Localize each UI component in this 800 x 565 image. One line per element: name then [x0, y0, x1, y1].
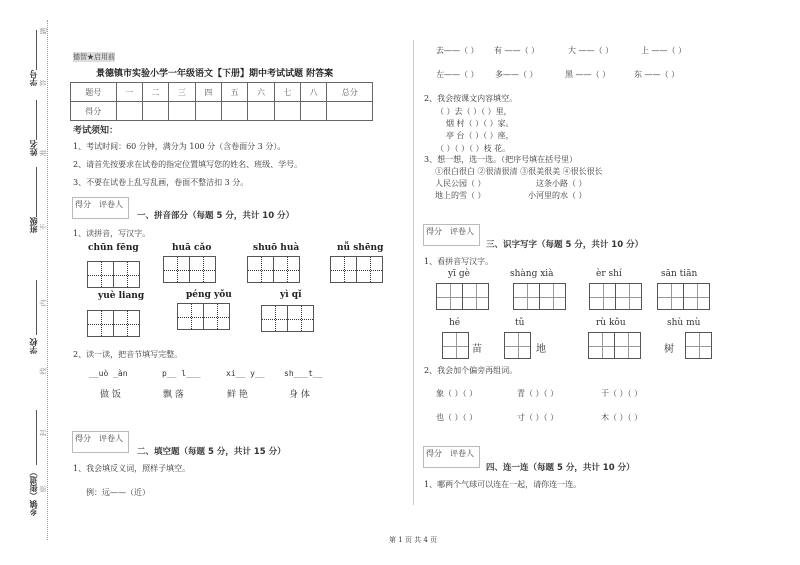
choice-item[interactable]: 小河里的水（ ） — [528, 191, 587, 200]
radical-item[interactable]: 象（ ）（ ） — [436, 389, 478, 398]
fill-line[interactable]: 烟 村（ ）（ ）家。 — [446, 119, 514, 128]
grid-cell[interactable] — [330, 256, 357, 283]
grader-label: 评卷人 — [99, 434, 123, 443]
grid-cell[interactable] — [513, 283, 540, 310]
score-cell[interactable] — [116, 102, 142, 121]
pinyin: tǔ — [515, 318, 525, 328]
grid-cell[interactable] — [539, 283, 566, 310]
writing-grid[interactable] — [589, 332, 641, 359]
table-header: 二 — [142, 83, 168, 102]
grid-cell[interactable] — [113, 310, 140, 337]
pinyin: péng yǒu — [186, 290, 232, 300]
grid-cell[interactable] — [436, 283, 463, 310]
radical-item[interactable]: 寸（ ）（ ） — [517, 413, 559, 422]
word: 身 体 — [289, 390, 310, 400]
fill-line[interactable]: （ ）去（ ）（ ）里， — [436, 107, 512, 116]
fill-line[interactable]: 亭 台（ ）（ ）座， — [446, 131, 514, 140]
given-char: 苗 — [472, 344, 482, 355]
writing-grid[interactable] — [164, 256, 216, 283]
table-header: 八 — [301, 83, 327, 102]
grader-label: 评卷人 — [99, 200, 123, 209]
writing-grid[interactable] — [514, 283, 566, 310]
writing-grid[interactable] — [686, 332, 712, 359]
writing-grid[interactable] — [88, 261, 140, 288]
grid-cell[interactable] — [614, 332, 641, 359]
name-label: 姓名 — [29, 140, 38, 156]
table-header: 一 — [116, 83, 142, 102]
page-number: 第 1 页 共 4 页 — [389, 536, 438, 544]
seal-char: 密 — [39, 485, 48, 493]
grid-cell[interactable] — [442, 332, 469, 359]
question: 2、我会按课文内容填空。 — [424, 94, 518, 103]
notice-title: 考试须知： — [73, 126, 119, 136]
grid-cell[interactable] — [356, 256, 383, 283]
section-title: 四、连一连（每题 5 分，共计 10 分） — [486, 463, 635, 473]
town-line — [36, 410, 37, 465]
pinyin: nǚ shēng — [337, 243, 384, 253]
grid-cell[interactable] — [87, 310, 114, 337]
grid-cell[interactable] — [261, 305, 288, 332]
pinyin: chūn fēng — [88, 243, 139, 253]
score-cell[interactable] — [221, 102, 247, 121]
question: 1、哪两个气球可以连在一起，请你连一连。 — [424, 480, 582, 489]
pinyin: huā cǎo — [172, 243, 212, 253]
antonym-item[interactable]: 有 ——（ ） — [494, 46, 540, 55]
score-box — [423, 446, 480, 468]
pinyin: shù mù — [667, 318, 701, 328]
column-divider — [413, 40, 414, 505]
grid-cell[interactable] — [588, 332, 615, 359]
grid-cell[interactable] — [589, 283, 616, 310]
table-header: 三 — [169, 83, 195, 102]
section-title: 三、识字写字（每题 5 分，共计 10 分） — [486, 240, 644, 250]
writing-grid[interactable] — [505, 332, 531, 359]
confidential-badge: 德智★启用前 — [73, 53, 115, 61]
radical-item[interactable]: 也（ ）（ ） — [436, 413, 478, 422]
writing-grid[interactable] — [262, 305, 314, 332]
options: ①很白很白 ②很清很清 ③很美很美 ④很长很长 — [435, 167, 603, 176]
table-row — [71, 102, 373, 121]
pinyin: yuè liang — [98, 291, 145, 301]
antonym-item[interactable]: 去——（ ） — [436, 46, 479, 55]
antonym-item[interactable]: 黑 ——（ ） — [565, 70, 611, 79]
question: 1、看拼音写汉字。 — [424, 257, 494, 266]
section-title: 二、填空题（每题 5 分，共计 15 分） — [137, 447, 286, 457]
pinyin: yī gè — [448, 269, 470, 279]
grid-cell[interactable] — [189, 256, 216, 283]
page-title: 景德镇市实验小学一年级语文【下册】期中考试试题 附答案 — [96, 69, 334, 79]
table-header: 六 — [248, 83, 274, 102]
name-line — [36, 100, 37, 140]
score-box — [72, 431, 129, 453]
score-box — [72, 197, 129, 219]
section-title: 一、拼音部分（每题 5 分，共计 10 分） — [137, 211, 295, 221]
school-line — [36, 280, 37, 335]
score-label: 得分 — [426, 449, 442, 458]
writing-grid[interactable] — [88, 310, 140, 337]
antonym-item[interactable]: 上 ——（ ） — [641, 46, 687, 55]
example: 例：远——（近） — [86, 488, 150, 497]
question: 1、读拼音，写汉字。 — [73, 229, 151, 238]
score-table — [70, 82, 373, 121]
score-label: 得分 — [75, 434, 91, 443]
notice-item: 1、考试时间：60 分钟，满分为 100 分（含卷面分 3 分）。 — [73, 142, 286, 151]
score-cell[interactable] — [327, 102, 373, 121]
grader-label: 评卷人 — [450, 449, 474, 458]
grid-cell[interactable] — [113, 261, 140, 288]
question: 2、我会加个偏旁再组词。 — [424, 366, 518, 375]
seal-char: 不 — [39, 223, 48, 231]
table-header: 七 — [274, 83, 300, 102]
school-label: 学校 — [29, 338, 38, 354]
choice-item[interactable]: 地上的雪（ ） — [435, 191, 486, 200]
grid-cell[interactable] — [287, 305, 314, 332]
choice-item[interactable]: 人民公园（ ） — [435, 179, 486, 188]
grid-cell[interactable] — [203, 303, 230, 330]
pinyin: shàng xià — [510, 269, 554, 279]
grid-cell[interactable] — [163, 256, 190, 283]
antonym-item[interactable]: 东 ——（ ） — [634, 70, 680, 79]
seal-char: 准 — [39, 149, 48, 157]
score-cell[interactable] — [195, 102, 221, 121]
word: 做 饭 — [100, 390, 121, 400]
pinyin: hé — [449, 318, 461, 328]
seal-char: 封 — [39, 429, 48, 437]
pinyin: rù kǒu — [596, 318, 626, 328]
antonym-item[interactable]: 左——（ ） — [436, 70, 479, 79]
class-line — [36, 167, 37, 217]
seal-char: 线 — [39, 367, 48, 375]
score-label: 得分 — [426, 227, 442, 236]
town-label: 乡镇（街道） — [29, 468, 38, 516]
pinyin-blank[interactable]: p__ l___ — [162, 369, 201, 378]
table-header: 总分 — [327, 83, 373, 102]
grid-cell[interactable] — [87, 261, 114, 288]
student-id-line — [36, 30, 37, 70]
writing-grid[interactable] — [178, 303, 230, 330]
writing-grid[interactable] — [331, 256, 383, 283]
grid-cell[interactable] — [177, 303, 204, 330]
table-row — [71, 83, 373, 102]
grid-cell[interactable] — [615, 283, 642, 310]
writing-grid[interactable] — [248, 256, 300, 283]
seal-char: 内 — [39, 299, 48, 307]
word: 鲜 艳 — [227, 390, 248, 400]
writing-grid[interactable] — [437, 283, 489, 310]
question: 2、读一读，把音节填写完整。 — [73, 350, 183, 359]
choice-item[interactable]: 这条小路（ ） — [536, 179, 587, 188]
grader-label: 评卷人 — [450, 227, 474, 236]
fill-line[interactable]: （ ）（ ）（ ）枝 花。 — [436, 144, 511, 153]
writing-grid[interactable] — [590, 283, 642, 310]
score-cell[interactable] — [142, 102, 168, 121]
table-header: 五 — [221, 83, 247, 102]
grid-cell[interactable] — [462, 283, 489, 310]
pinyin: sān tiān — [661, 269, 698, 279]
antonym-item[interactable]: 多——（ ） — [495, 70, 538, 79]
antonym-item[interactable]: 大 ——（ ） — [568, 46, 614, 55]
row-label: 得分 — [71, 102, 117, 121]
seal-char: 题 — [39, 27, 48, 35]
score-box — [423, 224, 480, 246]
score-cell[interactable] — [301, 102, 327, 121]
radical-item[interactable]: 木（ ）（ ） — [601, 413, 643, 422]
pinyin-blank[interactable]: sh___t__ — [284, 369, 323, 378]
score-cell[interactable] — [274, 102, 300, 121]
writing-grid[interactable] — [658, 283, 710, 310]
question: 3、想一想，选一选。（把序号填在括号里） — [424, 155, 578, 164]
table-header: 四 — [195, 83, 221, 102]
notice-item: 3、不要在试卷上乱写乱画，卷面不整洁扣 3 分。 — [73, 178, 249, 187]
notice-item: 2、请首先按要求在试卷的指定位置填写您的姓名、班级、学号。 — [73, 160, 303, 169]
seal-line — [47, 20, 48, 540]
writing-grid[interactable] — [443, 332, 469, 359]
question: 1、我会填反义词，照样子填空。 — [73, 464, 191, 473]
score-cell[interactable] — [169, 102, 195, 121]
radical-item[interactable]: 青（ ）（ ） — [517, 389, 559, 398]
grid-cell[interactable] — [683, 283, 710, 310]
table-header: 题号 — [71, 83, 117, 102]
pinyin-blank[interactable]: __uò _àn — [89, 369, 128, 378]
given-char: 树 — [664, 344, 674, 355]
given-char: 地 — [536, 344, 546, 355]
seal-char: 答 — [39, 79, 48, 87]
pinyin: yì qǐ — [280, 290, 302, 300]
class-label: 班级 — [29, 217, 38, 233]
grid-cell[interactable] — [273, 256, 300, 283]
pinyin: shuō huà — [253, 243, 300, 253]
student-id-label: 学号 — [29, 70, 38, 86]
grid-cell[interactable] — [247, 256, 274, 283]
word: 飘 落 — [163, 390, 184, 400]
pinyin-blank[interactable]: xi__ y__ — [226, 369, 265, 378]
grid-cell[interactable] — [504, 332, 531, 359]
score-label: 得分 — [75, 200, 91, 209]
grid-cell[interactable] — [685, 332, 712, 359]
score-cell[interactable] — [248, 102, 274, 121]
radical-item[interactable]: 干（ ）（ ） — [601, 389, 643, 398]
grid-cell[interactable] — [657, 283, 684, 310]
pinyin: èr shí — [596, 269, 622, 279]
